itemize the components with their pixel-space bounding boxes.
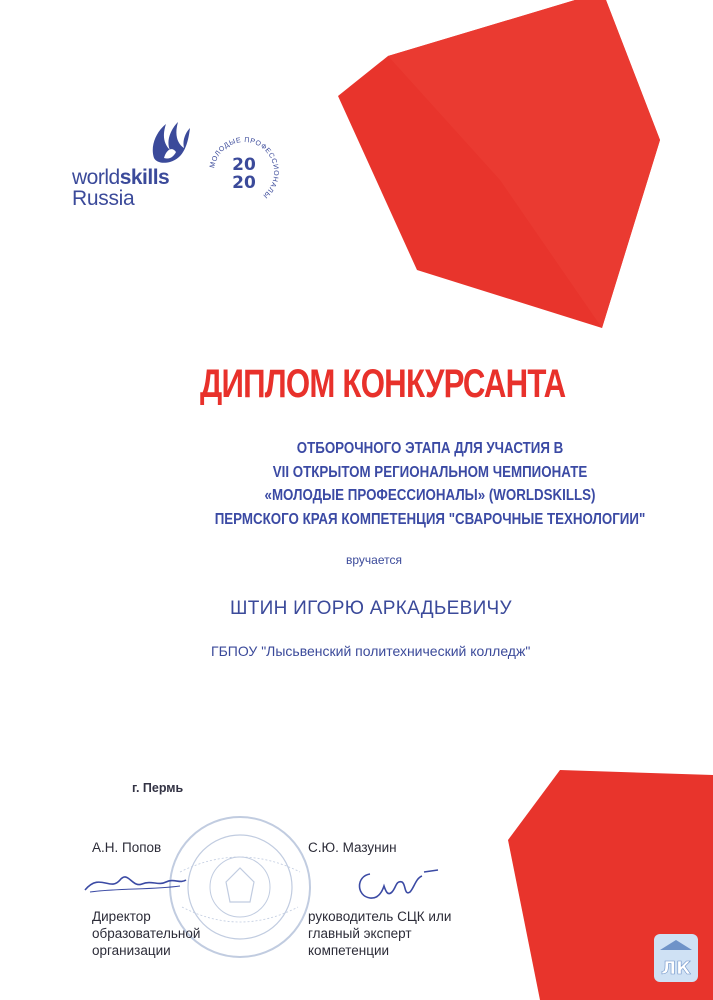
subtitle-line: «МОЛОДЫЕ ПРОФЕССИОНАЛЫ» (WORLDSKILLS) [264, 487, 596, 504]
signature-1 [80, 862, 190, 902]
svg-text:20: 20 [232, 155, 256, 175]
subtitle-line: VII ОТКРЫТОМ РЕГИОНАЛЬНОМ ЧЕМПИОНАТЕ [272, 463, 588, 481]
subtitle-line: ПЕРМСКОГО КРАЯ КОМПЕТЕНЦИЯ "СВАРОЧНЫЕ ТЕХНОЛОГИИ" [214, 510, 646, 528]
role-line: руководитель СЦК или [308, 909, 452, 924]
svg-text:МОЛОДЫЕ ПРОФЕССИОНАЛЫ: МОЛОДЫЕ ПРОФЕССИОНАЛЫ [209, 136, 280, 200]
worldskills-country: Russia [72, 187, 135, 210]
role-line: компетенции [308, 943, 390, 958]
signatory-2-name: С.Ю. Мазунин [308, 840, 397, 855]
awarded-text: вручается [346, 553, 402, 567]
college-badge-icon [654, 934, 698, 982]
role-line: главный эксперт [308, 926, 412, 941]
subtitle-line: ОТБОРОЧНОГО ЭТАПА ДЛЯ УЧАСТИЯ В [296, 440, 564, 457]
svg-text:20: 20 [232, 173, 256, 193]
diploma-title: ДИПЛОМ КОНКУРСАНТА [200, 362, 566, 406]
worldskills-logo [72, 118, 202, 213]
svg-text:ЛК: ЛК [661, 958, 691, 979]
signatory-1-role [92, 908, 200, 959]
young-professionals-logo [206, 132, 282, 212]
city-label: г. Пермь [132, 781, 184, 795]
worldskills-wordmark: worldskills [72, 166, 170, 189]
role-line: образовательной [92, 926, 201, 941]
worldskills-flame-icon [144, 118, 194, 168]
diploma-subtitle [150, 437, 710, 531]
recipient-name: ШТИН ИГОРЮ АРКАДЬЕВИЧУ [230, 598, 512, 619]
role-line: Директор [92, 909, 151, 924]
signature-2 [352, 862, 442, 908]
signatory-2-role [308, 908, 451, 959]
recipient-organization: ГБПОУ "Лысьвенский политехнический колледж" [211, 643, 531, 659]
signatory-1-name: А.Н. Попов [92, 840, 162, 855]
role-line: организации [92, 943, 171, 958]
